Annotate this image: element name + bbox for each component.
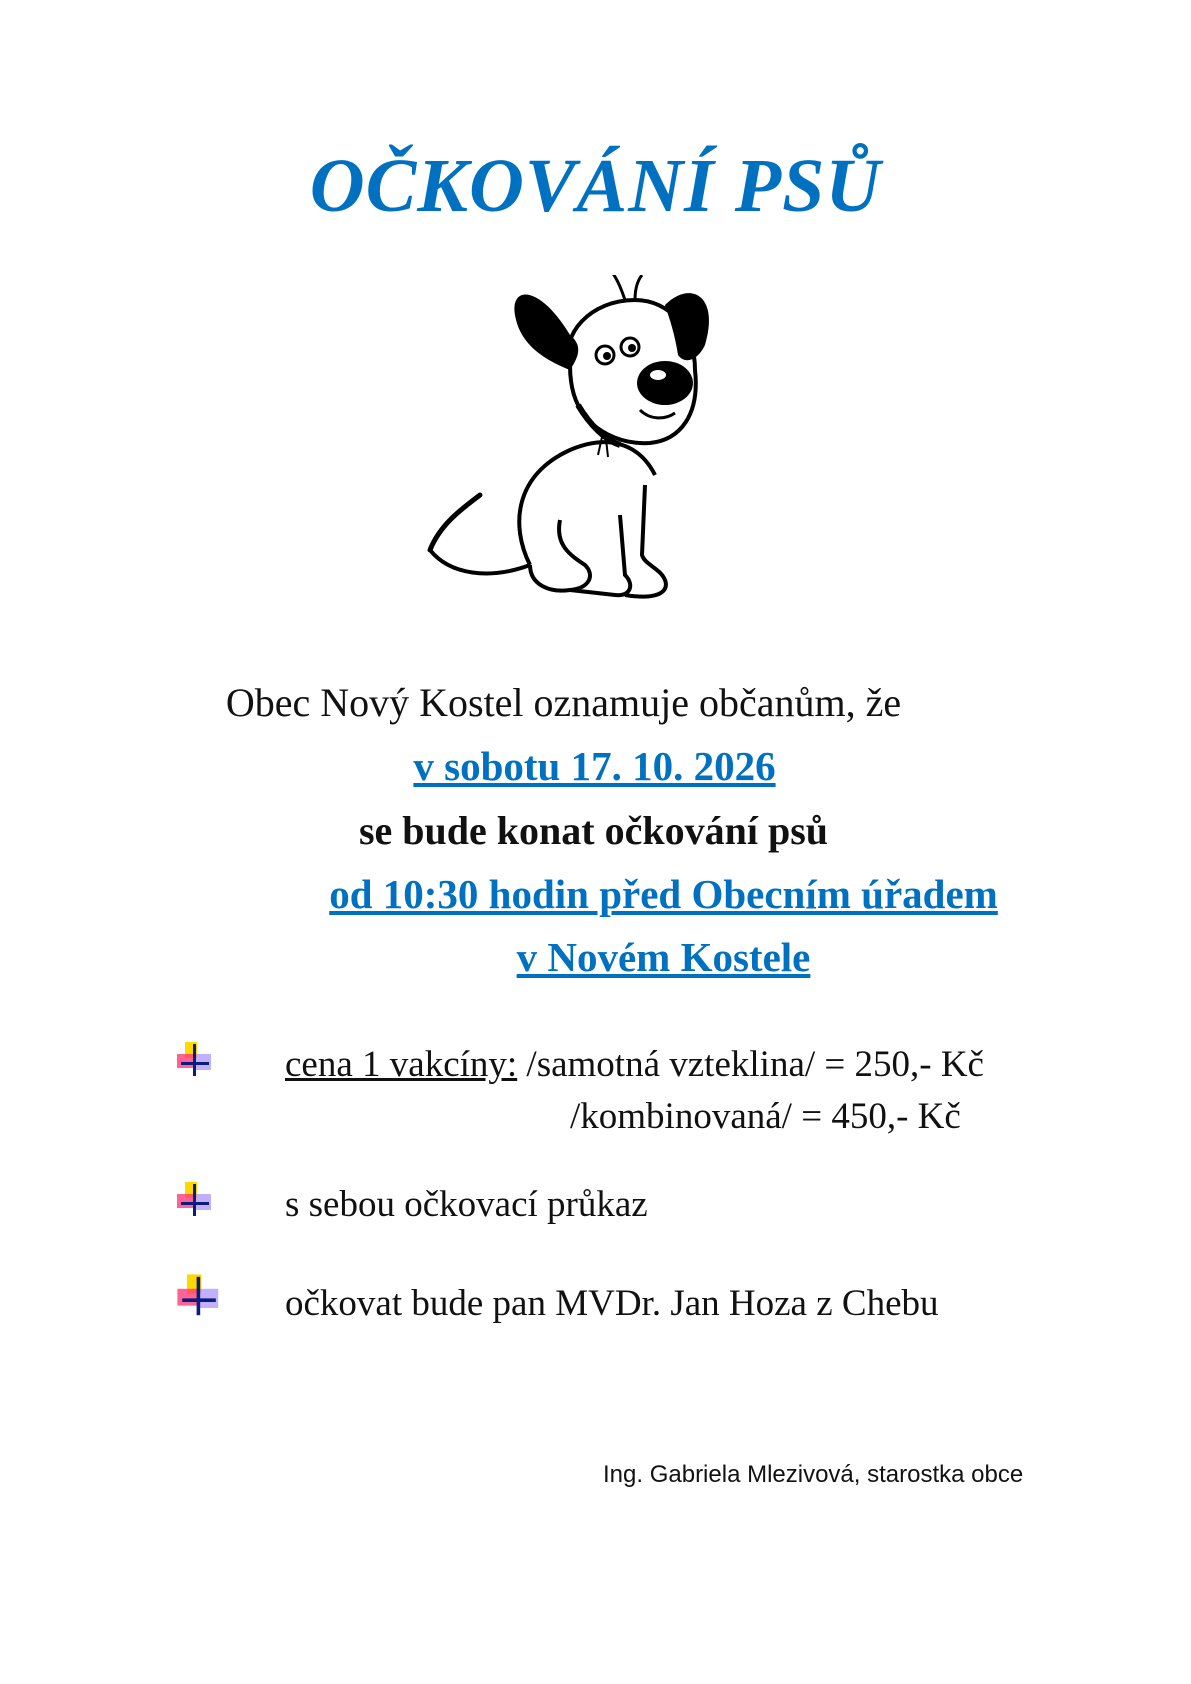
bullet-icon bbox=[175, 1272, 223, 1320]
bullet-icon bbox=[175, 1040, 215, 1080]
event-date: v sobotu 17. 10. 2026 bbox=[413, 743, 776, 789]
event-place: v Novém Kostele bbox=[516, 934, 811, 980]
bring-note: s sebou očkovací průkaz bbox=[285, 1184, 648, 1225]
signature: Ing. Gabriela Mlezivová, starostka obce bbox=[603, 1461, 1024, 1488]
dog-icon bbox=[420, 275, 760, 615]
price-label: cena 1 vakcíny: bbox=[285, 1044, 518, 1085]
price-line bbox=[285, 1046, 984, 1083]
vet-note: očkovat bude pan MVDr. Jan Hoza z Chebu bbox=[285, 1283, 939, 1324]
price-combined: /kombinovaná/ = 450,- Kč bbox=[570, 1096, 961, 1137]
price-rabies: /samotná vzteklina/ = 250,- Kč bbox=[526, 1044, 984, 1085]
event-description: se bude konat očkování psů bbox=[358, 808, 829, 853]
bullet-icon bbox=[175, 1180, 215, 1220]
event-time: od 10:30 hodin před Obecním úřadem bbox=[329, 871, 998, 917]
page-title: OČKOVÁNÍ PSŮ bbox=[309, 144, 882, 228]
intro-text: Obec Nový Kostel oznamuje občanům, že bbox=[225, 680, 902, 725]
